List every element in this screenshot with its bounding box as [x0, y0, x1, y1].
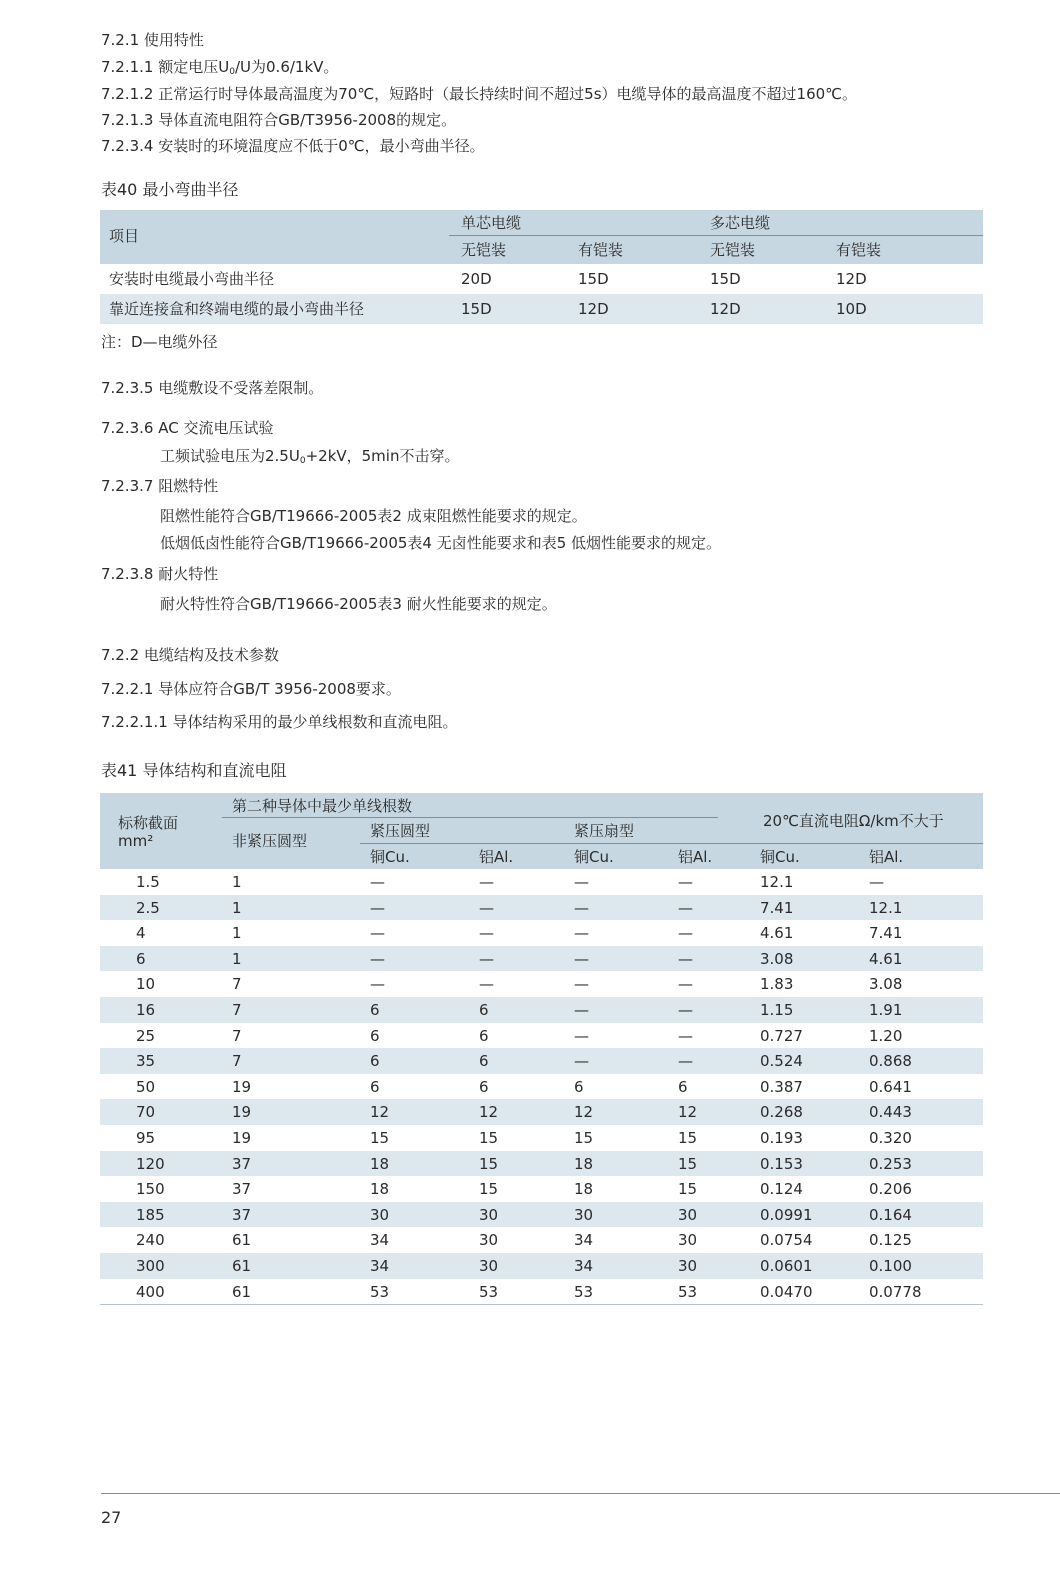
cell: 37: [232, 1205, 252, 1224]
cell: 15: [678, 1154, 698, 1173]
cell: —: [574, 873, 589, 891]
table-row: [100, 1048, 983, 1074]
cell: 0.268: [760, 1103, 803, 1122]
table-row: [100, 920, 983, 946]
cell: 0.253: [869, 1154, 912, 1173]
cell: 18: [574, 1154, 594, 1173]
cell: 6: [479, 1026, 489, 1045]
cell: 1.20: [869, 1026, 903, 1045]
clause-7-2-3-7-line1: 阻燃性能符合GB/T19666-2005表2 成束阻燃性能要求的规定。: [160, 507, 587, 525]
cell: 15: [479, 1180, 499, 1199]
table-row: [100, 971, 983, 997]
cell: —: [574, 1000, 589, 1019]
cell: 1: [232, 924, 242, 943]
cell: 34: [370, 1231, 390, 1250]
cell: 6: [370, 1000, 380, 1019]
clause-7-2-3-8: 7.2.3.8 耐火特性: [101, 565, 219, 583]
cell: 15D: [578, 270, 609, 288]
table41-col-section-unit: mm²: [118, 832, 154, 850]
cell: —: [479, 898, 494, 917]
cell: 15: [678, 1128, 698, 1147]
cell: —: [370, 898, 385, 917]
cell: —: [574, 898, 589, 917]
cell: 61: [232, 1256, 252, 1275]
cell: 0.727: [760, 1026, 803, 1045]
cell: —: [678, 949, 693, 968]
table-row: [100, 264, 983, 294]
table41: [100, 793, 983, 1305]
cell: 30: [479, 1256, 499, 1275]
cell: 30: [574, 1205, 594, 1224]
cell: 15: [479, 1128, 499, 1147]
cell: 12: [370, 1103, 390, 1122]
cell: 7: [232, 1026, 242, 1045]
clause-7-2-3-6-text: [160, 446, 459, 471]
cell: 6: [678, 1077, 688, 1096]
table-row: [100, 997, 983, 1023]
row-section: 16: [136, 1000, 156, 1019]
row-section: 2.5: [136, 898, 160, 917]
table-row: [100, 946, 983, 972]
cell: 0.153: [760, 1154, 803, 1173]
page-number: 27: [101, 1508, 122, 1527]
cell: —: [370, 949, 385, 968]
cell: 20D: [461, 270, 492, 288]
cell: —: [678, 975, 693, 994]
cell: 30: [479, 1231, 499, 1250]
clause-7-2-3-4: 7.2.3.4 安装时的环境温度应不低于0℃，最小弯曲半径。: [101, 137, 485, 155]
clause-7-2-3-6: 7.2.3.6 AC 交流电压试验: [101, 419, 274, 437]
cell: 15: [678, 1180, 698, 1199]
cell: 0.0470: [760, 1282, 813, 1301]
cell: 15: [479, 1154, 499, 1173]
cell: 37: [232, 1180, 252, 1199]
cell: —: [479, 873, 494, 891]
cell: 7: [232, 975, 242, 994]
table41-group-compact-round: 紧压圆型: [370, 822, 431, 840]
cell: 53: [678, 1282, 698, 1301]
row-section: 70: [136, 1103, 156, 1122]
cell: 12: [479, 1103, 499, 1122]
table-row: [100, 1253, 983, 1279]
cell: 1.15: [760, 1000, 794, 1019]
table41-sub-header: 铜Cu.: [760, 848, 800, 866]
cell: —: [574, 949, 589, 968]
row-label: 安装时电缆最小弯曲半径: [109, 270, 275, 288]
cell: 19: [232, 1077, 252, 1096]
clause-7-2-3-7-line2: 低烟低卤性能符合GB/T19666-2005表4 无卤性能要求和表5 低烟性能要求的规定。: [160, 534, 722, 552]
table-row: [100, 1023, 983, 1049]
cell: 0.641: [869, 1077, 912, 1096]
cell: 0.0778: [869, 1282, 922, 1301]
table-row: [100, 895, 983, 921]
table40-sub-header: 有铠装: [836, 241, 882, 259]
table41-body: [100, 869, 983, 1304]
cell: 0.164: [869, 1205, 912, 1224]
cell: 7: [232, 1000, 242, 1019]
row-section: 185: [136, 1205, 165, 1224]
cell: —: [479, 924, 494, 943]
section-heading-7-2-2: 7.2.2 电缆结构及技术参数: [101, 646, 279, 664]
row-section: 400: [136, 1282, 165, 1301]
row-section: 300: [136, 1256, 165, 1275]
table41-sub-header: 铜Cu.: [574, 848, 614, 866]
table-row: [100, 294, 983, 324]
table40-sub-header: 无铠装: [710, 241, 756, 259]
cell: 18: [370, 1154, 390, 1173]
row-section: 1.5: [136, 873, 160, 891]
cell: 0.125: [869, 1231, 912, 1250]
clause-7-2-3-7: 7.2.3.7 阻燃特性: [101, 477, 219, 495]
cell: 0.320: [869, 1128, 912, 1147]
cell: 12: [678, 1103, 698, 1122]
subscript: 0: [299, 456, 306, 466]
clause-7-2-2-1-1: 7.2.2.1.1 导体结构采用的最少单线根数和直流电阻。: [101, 713, 458, 731]
cell: 1: [232, 898, 242, 917]
row-section: 150: [136, 1180, 165, 1199]
cell: —: [678, 873, 693, 891]
cell: —: [869, 873, 884, 891]
table41-sub-header: 铜Cu.: [370, 848, 410, 866]
cell: 0.193: [760, 1128, 803, 1147]
cell: 6: [479, 1052, 489, 1071]
clause-7-2-3-8-line1: 耐火特性符合GB/T19666-2005表3 耐火性能要求的规定。: [160, 595, 557, 613]
row-section: 4: [136, 924, 146, 943]
cell: 3.08: [760, 949, 794, 968]
row-section: 6: [136, 949, 146, 968]
cell: 30: [678, 1256, 698, 1275]
cell: —: [678, 1026, 693, 1045]
header-divider: [449, 235, 983, 236]
table40-group-multi: 多芯电缆: [710, 214, 771, 232]
clause-text: 7.2.1.1 额定电压U: [101, 58, 230, 76]
table41-sub-header: 铝Al.: [869, 848, 904, 866]
row-section: 10: [136, 975, 156, 994]
cell: 19: [232, 1103, 252, 1122]
cell: 6: [574, 1077, 584, 1096]
table40-caption: 表40 最小弯曲半径: [101, 180, 239, 199]
row-section: 240: [136, 1231, 165, 1250]
cell: 30: [370, 1205, 390, 1224]
table-row: [100, 1099, 983, 1125]
cell: 12D: [710, 300, 741, 318]
row-label: 靠近连接盒和终端电缆的最小弯曲半径: [109, 300, 365, 318]
cell: 6: [370, 1077, 380, 1096]
table41-group-min-wires: 第二种导体中最少单线根数: [232, 797, 413, 815]
table40-sub-header: 无铠装: [461, 241, 507, 259]
table-row: [100, 869, 983, 895]
cell: 37: [232, 1154, 252, 1173]
cell: 1: [232, 873, 242, 891]
cell: 18: [370, 1180, 390, 1199]
cell: —: [479, 949, 494, 968]
cell: 0.206: [869, 1180, 912, 1199]
table40-col-item: 项目: [109, 227, 140, 245]
cell: 0.443: [869, 1103, 912, 1122]
cell: 53: [574, 1282, 594, 1301]
table41-caption: 表41 导体结构和直流电阻: [101, 761, 287, 780]
table41-sub-header: 铝Al.: [479, 848, 514, 866]
cell: —: [574, 975, 589, 994]
header-divider: [222, 817, 718, 818]
cell: 12.1: [760, 873, 794, 891]
clause-text: /U为0.6/1kV。: [234, 58, 339, 76]
cell: 1.83: [760, 975, 794, 994]
cell: 12D: [836, 270, 867, 288]
cell: 4.61: [760, 924, 794, 943]
footer-rule: [101, 1493, 1060, 1494]
table40-header: [100, 210, 983, 264]
clause-7-2-2-1: 7.2.2.1 导体应符合GB/T 3956-2008要求。: [101, 680, 401, 698]
clause-7-2-3-5: 7.2.3.5 电缆敷设不受落差限制。: [101, 379, 324, 397]
cell: 6: [479, 1077, 489, 1096]
table41-group-compact-sector: 紧压扇型: [574, 822, 635, 840]
cell: —: [574, 1052, 589, 1071]
row-section: 35: [136, 1052, 156, 1071]
table-row: [100, 1074, 983, 1100]
cell: —: [678, 924, 693, 943]
table40-sub-header: 有铠装: [578, 241, 624, 259]
cell: —: [479, 975, 494, 994]
cell: 0.868: [869, 1052, 912, 1071]
table-row: [100, 1151, 983, 1177]
cell: —: [678, 1052, 693, 1071]
table41-bottom-rule: [100, 1304, 983, 1305]
row-section: 25: [136, 1026, 156, 1045]
clause-7-2-1-1: [101, 57, 338, 82]
cell: 7.41: [760, 898, 794, 917]
cell: 0.0601: [760, 1256, 813, 1275]
cell: 12D: [578, 300, 609, 318]
cell: 34: [574, 1231, 594, 1250]
cell: 61: [232, 1231, 252, 1250]
cell: 15: [574, 1128, 594, 1147]
table41-col-noncompact: 非紧压圆型: [232, 832, 308, 850]
table-row: [100, 1227, 983, 1253]
cell: 0.0991: [760, 1205, 813, 1224]
cell: 0.100: [869, 1256, 912, 1275]
cell: 12: [574, 1103, 594, 1122]
table40: [100, 210, 983, 324]
table-row: [100, 1176, 983, 1202]
cell: 6: [370, 1026, 380, 1045]
table-row: [100, 1202, 983, 1228]
cell: —: [370, 975, 385, 994]
table40-group-single: 单芯电缆: [461, 214, 522, 232]
cell: 19: [232, 1128, 252, 1147]
section-heading-7-2-1: 7.2.1 使用特性: [101, 31, 204, 49]
table-row: [100, 1279, 983, 1305]
cell: 1.91: [869, 1000, 903, 1019]
cell: 1: [232, 949, 242, 968]
cell: —: [370, 873, 385, 891]
cell: 12.1: [869, 898, 903, 917]
cell: 34: [574, 1256, 594, 1275]
cell: 0.524: [760, 1052, 803, 1071]
cell: 18: [574, 1180, 594, 1199]
cell: 30: [678, 1231, 698, 1250]
cell: —: [574, 924, 589, 943]
cell: 30: [479, 1205, 499, 1224]
cell: 15D: [461, 300, 492, 318]
cell: —: [678, 898, 693, 917]
cell: 10D: [836, 300, 867, 318]
table-row: [100, 1125, 983, 1151]
cell: 53: [479, 1282, 499, 1301]
table41-group-resistance: 20℃直流电阻Ω/km不大于: [763, 812, 944, 830]
clause-7-2-1-2: 7.2.1.2 正常运行时导体最高温度为70℃，短路时（最长持续时间不超过5s）电缆导体的最高温度不超过160℃。: [101, 85, 858, 103]
cell: —: [370, 924, 385, 943]
clause-7-2-1-3: 7.2.1.3 导体直流电阻符合GB/T3956-2008的规定。: [101, 111, 457, 129]
cell: 4.61: [869, 949, 903, 968]
cell: 7.41: [869, 924, 903, 943]
table41-sub-header: 铝Al.: [678, 848, 713, 866]
table40-note: 注：D—电缆外径: [101, 333, 218, 351]
table41-header: [100, 793, 983, 869]
clause-text: 工频试验电压为2.5U: [160, 447, 300, 465]
table41-col-section: 标称截面: [118, 814, 179, 832]
cell: 6: [479, 1000, 489, 1019]
cell: 61: [232, 1282, 252, 1301]
row-section: 50: [136, 1077, 156, 1096]
clause-text: +2kV，5min不击穿。: [305, 447, 460, 465]
cell: —: [574, 1026, 589, 1045]
cell: 7: [232, 1052, 242, 1071]
cell: 0.0754: [760, 1231, 813, 1250]
cell: 0.124: [760, 1180, 803, 1199]
cell: 30: [678, 1205, 698, 1224]
cell: 3.08: [869, 975, 903, 994]
row-section: 120: [136, 1154, 165, 1173]
cell: 34: [370, 1256, 390, 1275]
cell: 53: [370, 1282, 390, 1301]
cell: 0.387: [760, 1077, 803, 1096]
cell: 6: [370, 1052, 380, 1071]
subscript: 0: [229, 67, 235, 77]
cell: 15D: [710, 270, 741, 288]
cell: 15: [370, 1128, 390, 1147]
row-section: 95: [136, 1128, 156, 1147]
header-divider: [360, 843, 983, 844]
cell: —: [678, 1000, 693, 1019]
